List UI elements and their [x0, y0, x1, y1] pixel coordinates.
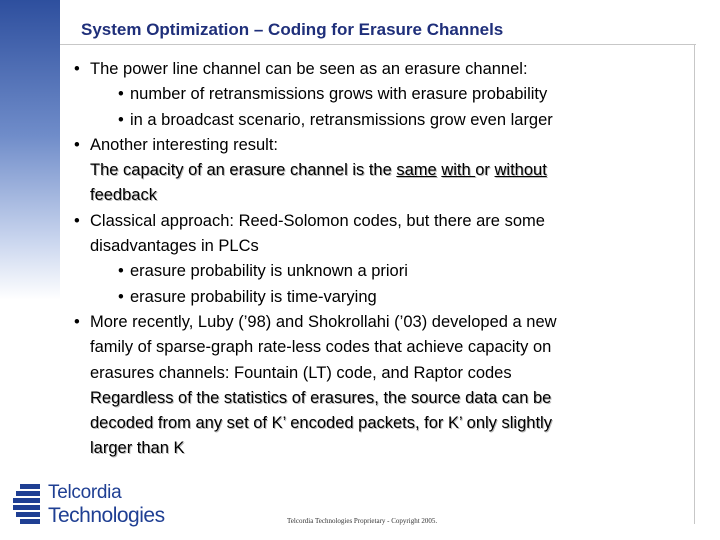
left-accent-bar — [0, 0, 60, 300]
emphasis-underlined: without — [494, 161, 547, 180]
slide-title: System Optimization – Coding for Erasure Channels — [81, 20, 504, 39]
emphasis-line — [72, 411, 692, 436]
bullet-dot: • — [74, 312, 80, 331]
bullet-continuation — [72, 335, 692, 360]
title-divider — [60, 44, 696, 45]
bullet-continuation — [72, 361, 692, 386]
bullet-dot: • — [118, 262, 124, 281]
emphasis-text: feedback — [90, 186, 157, 205]
sub-bullet-item — [72, 108, 692, 133]
emphasis-line — [72, 436, 692, 461]
emphasis-line — [72, 386, 692, 411]
telcordia-logo — [12, 482, 172, 532]
logo-wordmark-line2: Technologies — [48, 504, 165, 527]
sub-bullet-item — [72, 285, 692, 310]
bullet-dot: • — [74, 135, 80, 154]
emphasis-text: The capacity of an erasure channel is the — [90, 161, 397, 180]
right-divider — [694, 44, 695, 524]
copyright-footer: Telcordia Technologies Proprietary - Copyright 2005. — [287, 517, 438, 525]
sub-bullet-text: erasure probability is time-varying — [130, 287, 377, 306]
bullet-text: Classical approach: Reed-Solomon codes, but there are some — [90, 211, 545, 230]
bullet-text: More recently, Luby (’98) and Shokrollahi (’03) developed a new — [90, 312, 557, 331]
bullet-text: Another interesting result: — [90, 135, 279, 154]
emphasis-text: decoded from any set of K’ encoded packets, for K’ only slightly — [90, 414, 552, 433]
emphasis-text: or — [475, 161, 495, 180]
sub-bullet-item — [72, 82, 692, 107]
bullet-text: The power line channel can be seen as an erasure channel: — [90, 60, 528, 78]
bullet-item — [72, 133, 692, 158]
telcordia-mark-icon — [12, 482, 44, 526]
emphasis-text: larger than K — [90, 439, 185, 458]
bullet-continuation — [72, 234, 692, 259]
emphasis-line — [72, 183, 692, 208]
bullet-dot: • — [118, 110, 124, 129]
emphasis-line — [72, 158, 692, 183]
sub-bullet-text: number of retransmissions grows with erasure probability — [130, 85, 548, 104]
emphasis-underlined: same — [396, 161, 437, 180]
bullet-dot: • — [118, 85, 124, 104]
sub-bullet-text: erasure probability is unknown a priori — [130, 262, 408, 281]
bullet-text: erasures channels: Fountain (LT) code, and Raptor codes — [90, 363, 512, 382]
logo-wordmark-line1: Telcordia — [48, 482, 122, 503]
emphasis-underlined: with — [441, 161, 476, 180]
sub-bullet-item — [72, 259, 692, 284]
bullet-text: disadvantages in PLCs — [90, 237, 259, 256]
bullet-text: family of sparse-graph rate-less codes that achieve capacity on — [90, 338, 552, 357]
emphasis-text: Regardless of the statistics of erasures, the source data can be — [90, 388, 552, 407]
slide-body — [72, 57, 692, 462]
bullet-item — [72, 310, 692, 335]
bullet-item — [72, 209, 692, 234]
bullet-dot: • — [74, 60, 80, 78]
bullet-item — [72, 57, 692, 82]
bullet-dot: • — [74, 211, 80, 230]
bullet-dot: • — [118, 287, 124, 306]
sub-bullet-text: in a broadcast scenario, retransmissions grow even larger — [130, 110, 553, 129]
